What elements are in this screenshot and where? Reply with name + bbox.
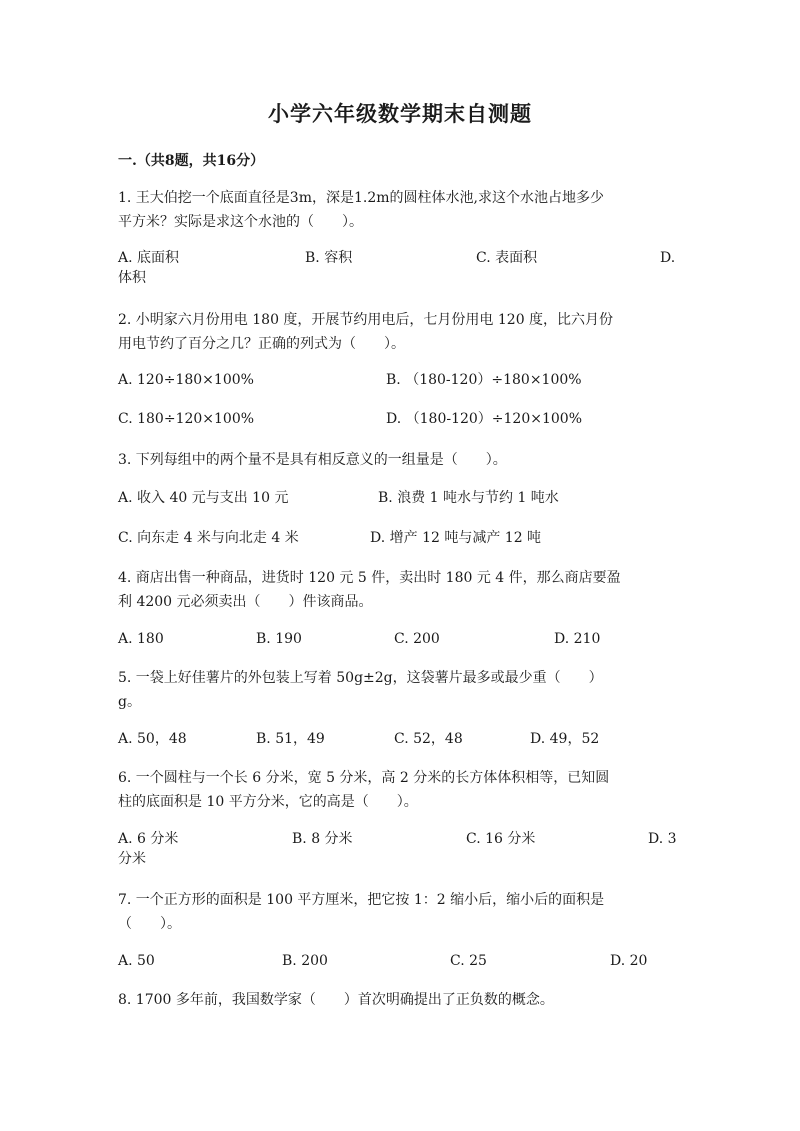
question-1-stem [118, 186, 678, 234]
question-4-option-d: D. 210 [554, 631, 601, 647]
question-2-stem [118, 308, 678, 356]
question-6-option-b: B. 8 分米 [292, 831, 353, 847]
question-2-line-2: 用电节约了百分之几？正确的列式为（ ）。 [118, 336, 405, 352]
question-2-option-b: B. （180-120）÷180×100% [386, 372, 582, 388]
page-title: 小学六年级数学期末自测题 [268, 101, 532, 126]
question-5-option-c: C. 52，48 [394, 731, 463, 747]
question-6-option-c: C. 16 分米 [466, 831, 536, 847]
question-3-option-d: D. 增产 12 吨与减产 12 吨 [370, 530, 542, 546]
question-5-option-a: A. 50，48 [118, 731, 187, 747]
question-2-line-1: 2. 小明家六月份用电 180 度，开展节约用电后，七月份用电 120 度，比六月份 [118, 312, 614, 328]
question-4-option-a: A. 180 [118, 631, 164, 647]
question-6-option-d-wrap: 分米 [118, 851, 146, 867]
question-6-line-1: 6. 一个圆柱与一个长 6 分米，宽 5 分米，高 2 分米的长方体体积相等，已知圆 [118, 770, 610, 786]
question-1-option-d-wrap: 体积 [118, 270, 146, 286]
question-4-stem [118, 566, 678, 614]
question-1-option-a: A. 底面积 [118, 250, 180, 266]
question-6-option-a: A. 6 分米 [118, 831, 179, 847]
question-1-option-b: B. 容积 [305, 250, 353, 266]
section-heading: 一.（共8题，共16分） [118, 153, 265, 169]
question-5-line-2: g。 [118, 694, 141, 710]
question-7-option-a: A. 50 [118, 953, 155, 969]
question-2-option-d: D. （180-120）÷120×100% [386, 411, 583, 427]
question-5-option-d: D. 49，52 [530, 731, 600, 747]
question-7-stem [118, 888, 678, 936]
question-2-option-a: A. 120÷180×100% [118, 372, 254, 388]
question-6-line-2: 柱的底面积是 10 平方分米，它的高是（ ）。 [118, 794, 418, 810]
question-8-line-1: 8. 1700 多年前，我国数学家（ ）首次明确提出了正负数的概念。 [118, 992, 554, 1008]
question-7-option-b: B. 200 [282, 953, 328, 969]
question-5-line-1: 5. 一袋上好佳薯片的外包装上写着 50g±2g，这袋薯片最多或最少重（ ） [118, 670, 603, 686]
question-4-option-b: B. 190 [256, 631, 302, 647]
question-2-option-c: C. 180÷120×100% [118, 411, 255, 427]
question-5-stem [118, 666, 678, 714]
question-1-line-2: 平方米？实际是求这个水池的（ ）。 [118, 214, 363, 230]
question-3-option-b: B. 浪费 1 吨水与节约 1 吨水 [378, 490, 559, 506]
question-6-stem [118, 766, 678, 814]
question-7-line-1: 7. 一个正方形的面积是 100 平方厘米，把它按 1：2 缩小后，缩小后的面积是 [118, 892, 605, 908]
question-6-option-d: D. 3 [648, 831, 677, 847]
question-1-option-c: C. 表面积 [476, 250, 538, 266]
question-7-option-d: D. 20 [610, 953, 648, 969]
question-8-stem [118, 988, 678, 1012]
question-4-option-c: C. 200 [394, 631, 440, 647]
question-4-line-1: 4. 商店出售一种商品，进货时 120 元 5 件，卖出时 180 元 4 件，那么商店要盈 [118, 570, 621, 586]
question-7-option-c: C. 25 [450, 953, 487, 969]
question-1-option-d: D. [660, 250, 676, 266]
question-3-line-1: 3. 下列每组中的两个量不是具有相反意义的一组量是（ ）。 [118, 452, 507, 468]
question-1-line-1: 1. 王大伯挖一个底面直径是3m，深是1.2m的圆柱体水池,求这个水池占地多少 [118, 190, 604, 206]
question-3-option-c: C. 向东走 4 米与向北走 4 米 [118, 530, 299, 546]
question-4-line-2: 利 4200 元必须卖出（ ）件该商品。 [118, 594, 373, 610]
question-3-option-a: A. 收入 40 元与支出 10 元 [118, 490, 289, 506]
question-7-line-2: （ ）。 [118, 916, 181, 932]
question-5-option-b: B. 51，49 [256, 731, 325, 747]
question-3-stem [118, 448, 678, 472]
